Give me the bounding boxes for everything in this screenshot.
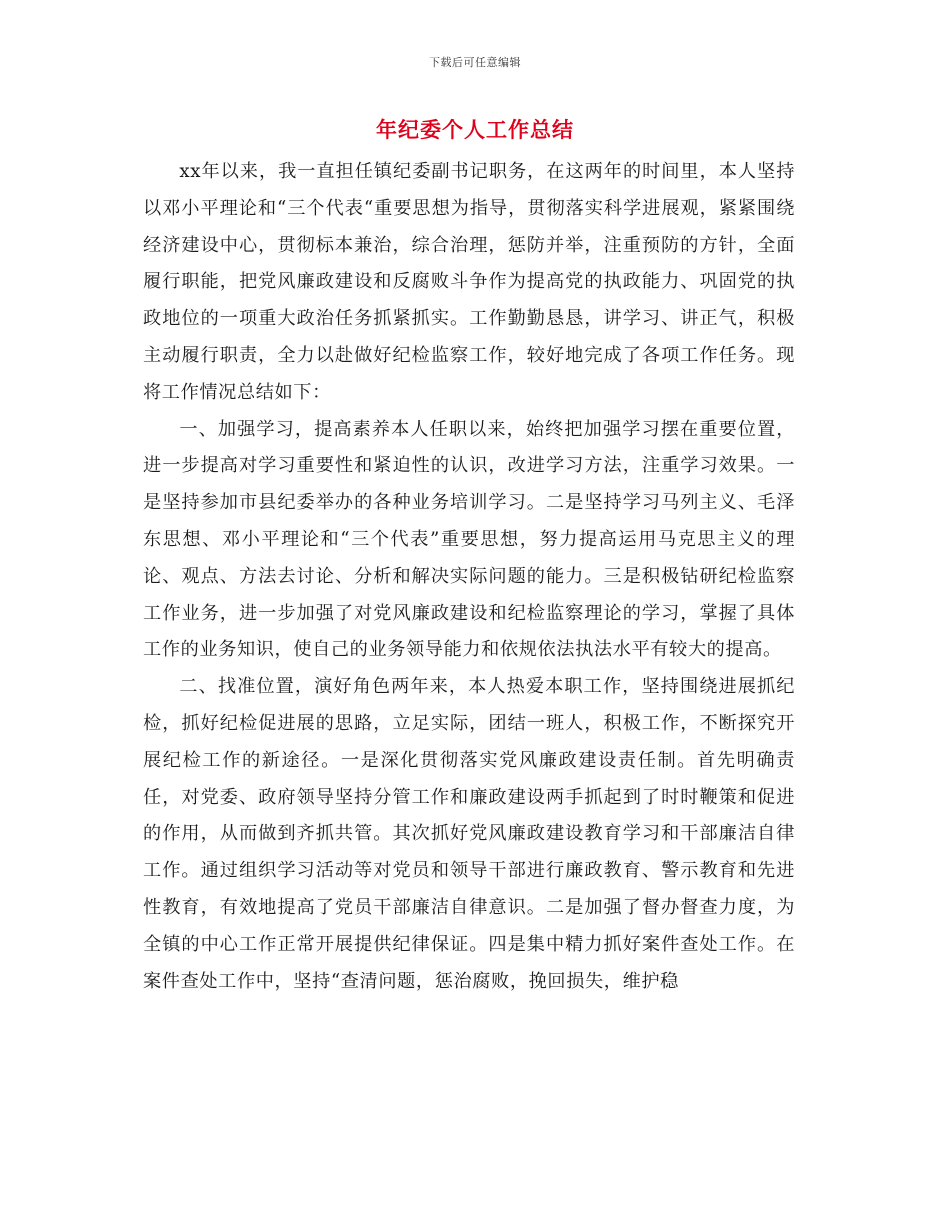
download-note: 下载后可任意编辑 <box>429 56 521 69</box>
document-title: 年纪委个人工作总结 <box>376 117 574 142</box>
paragraph-study: 一、加强学习，提高素养本人任职以来，始终把加强学习摆在重要位置，进一步提高对学习重要性和紧迫性的认识，改进学习方法，注重学习效果。一是坚持参加市县纪委举办的各种业务培训学习。二是坚持学习马列主义、毛泽东思想、邓小平理论和“三个代表”重要思想，努力提高运用马克思主义的理论、观点、方法去讨论、分析和解决实际问题的能力。三是积极钻研纪检监察工作业务，进一步加强了对党风廉政建设和纪检监察理论的学习，掌握了具体工作的业务知识，使自己的业务领导能力和依规依法执法水平有较大的提高。 <box>143 418 795 661</box>
paragraph-intro: xx年以来，我一直担任镇纪委副书记职务，在这两年的时间里，本人坚持以邓小平理论和“三个代表“重要思想为指导，贯彻落实科学进展观，紧紧围绕经济建设中心，贯彻标本兼治，综合治理，惩防并举，注重预防的方针，全面履行职能，把党风廉政建设和反腐败斗争作为提高党的执政能力、巩固党的执政地位的一项重大政治任务抓紧抓实。工作勤勤恳恳，讲学习、讲正气，积极主动履行职责，全力以赴做好纪检监察工作，较好地完成了各项工作任务。现将工作情况总结如下： <box>143 161 795 403</box>
paragraph-position: 二、找准位置，演好角色两年来，本人热爱本职工作，坚持围绕进展抓纪检，抓好纪检促进展的思路，立足实际，团结一班人，积极工作，不断探究开展纪检工作的新途径。一是深化贯彻落实党风廉政建设责任制。首先明确责任，对党委、政府领导坚持分管工作和廉政建设两手抓起到了时时鞭策和促进的作用，从而做到齐抓共管。其次抓好党风廉政建设教育学习和干部廉洁自律工作。通过组织学习活动等对党员和领导干部进行廉政教育、警示教育和先进性教育，有效地提高了党员干部廉洁自律意识。二是加强了督办督查力度，为全镇的中心工作正常开展提供纪律保证。四是集中精力抓好案件查处工作。在案件查处工作中，坚持“查清问题，惩治腐败，挽回损失，维护稳 <box>143 676 795 992</box>
document-body <box>143 154 795 1000</box>
